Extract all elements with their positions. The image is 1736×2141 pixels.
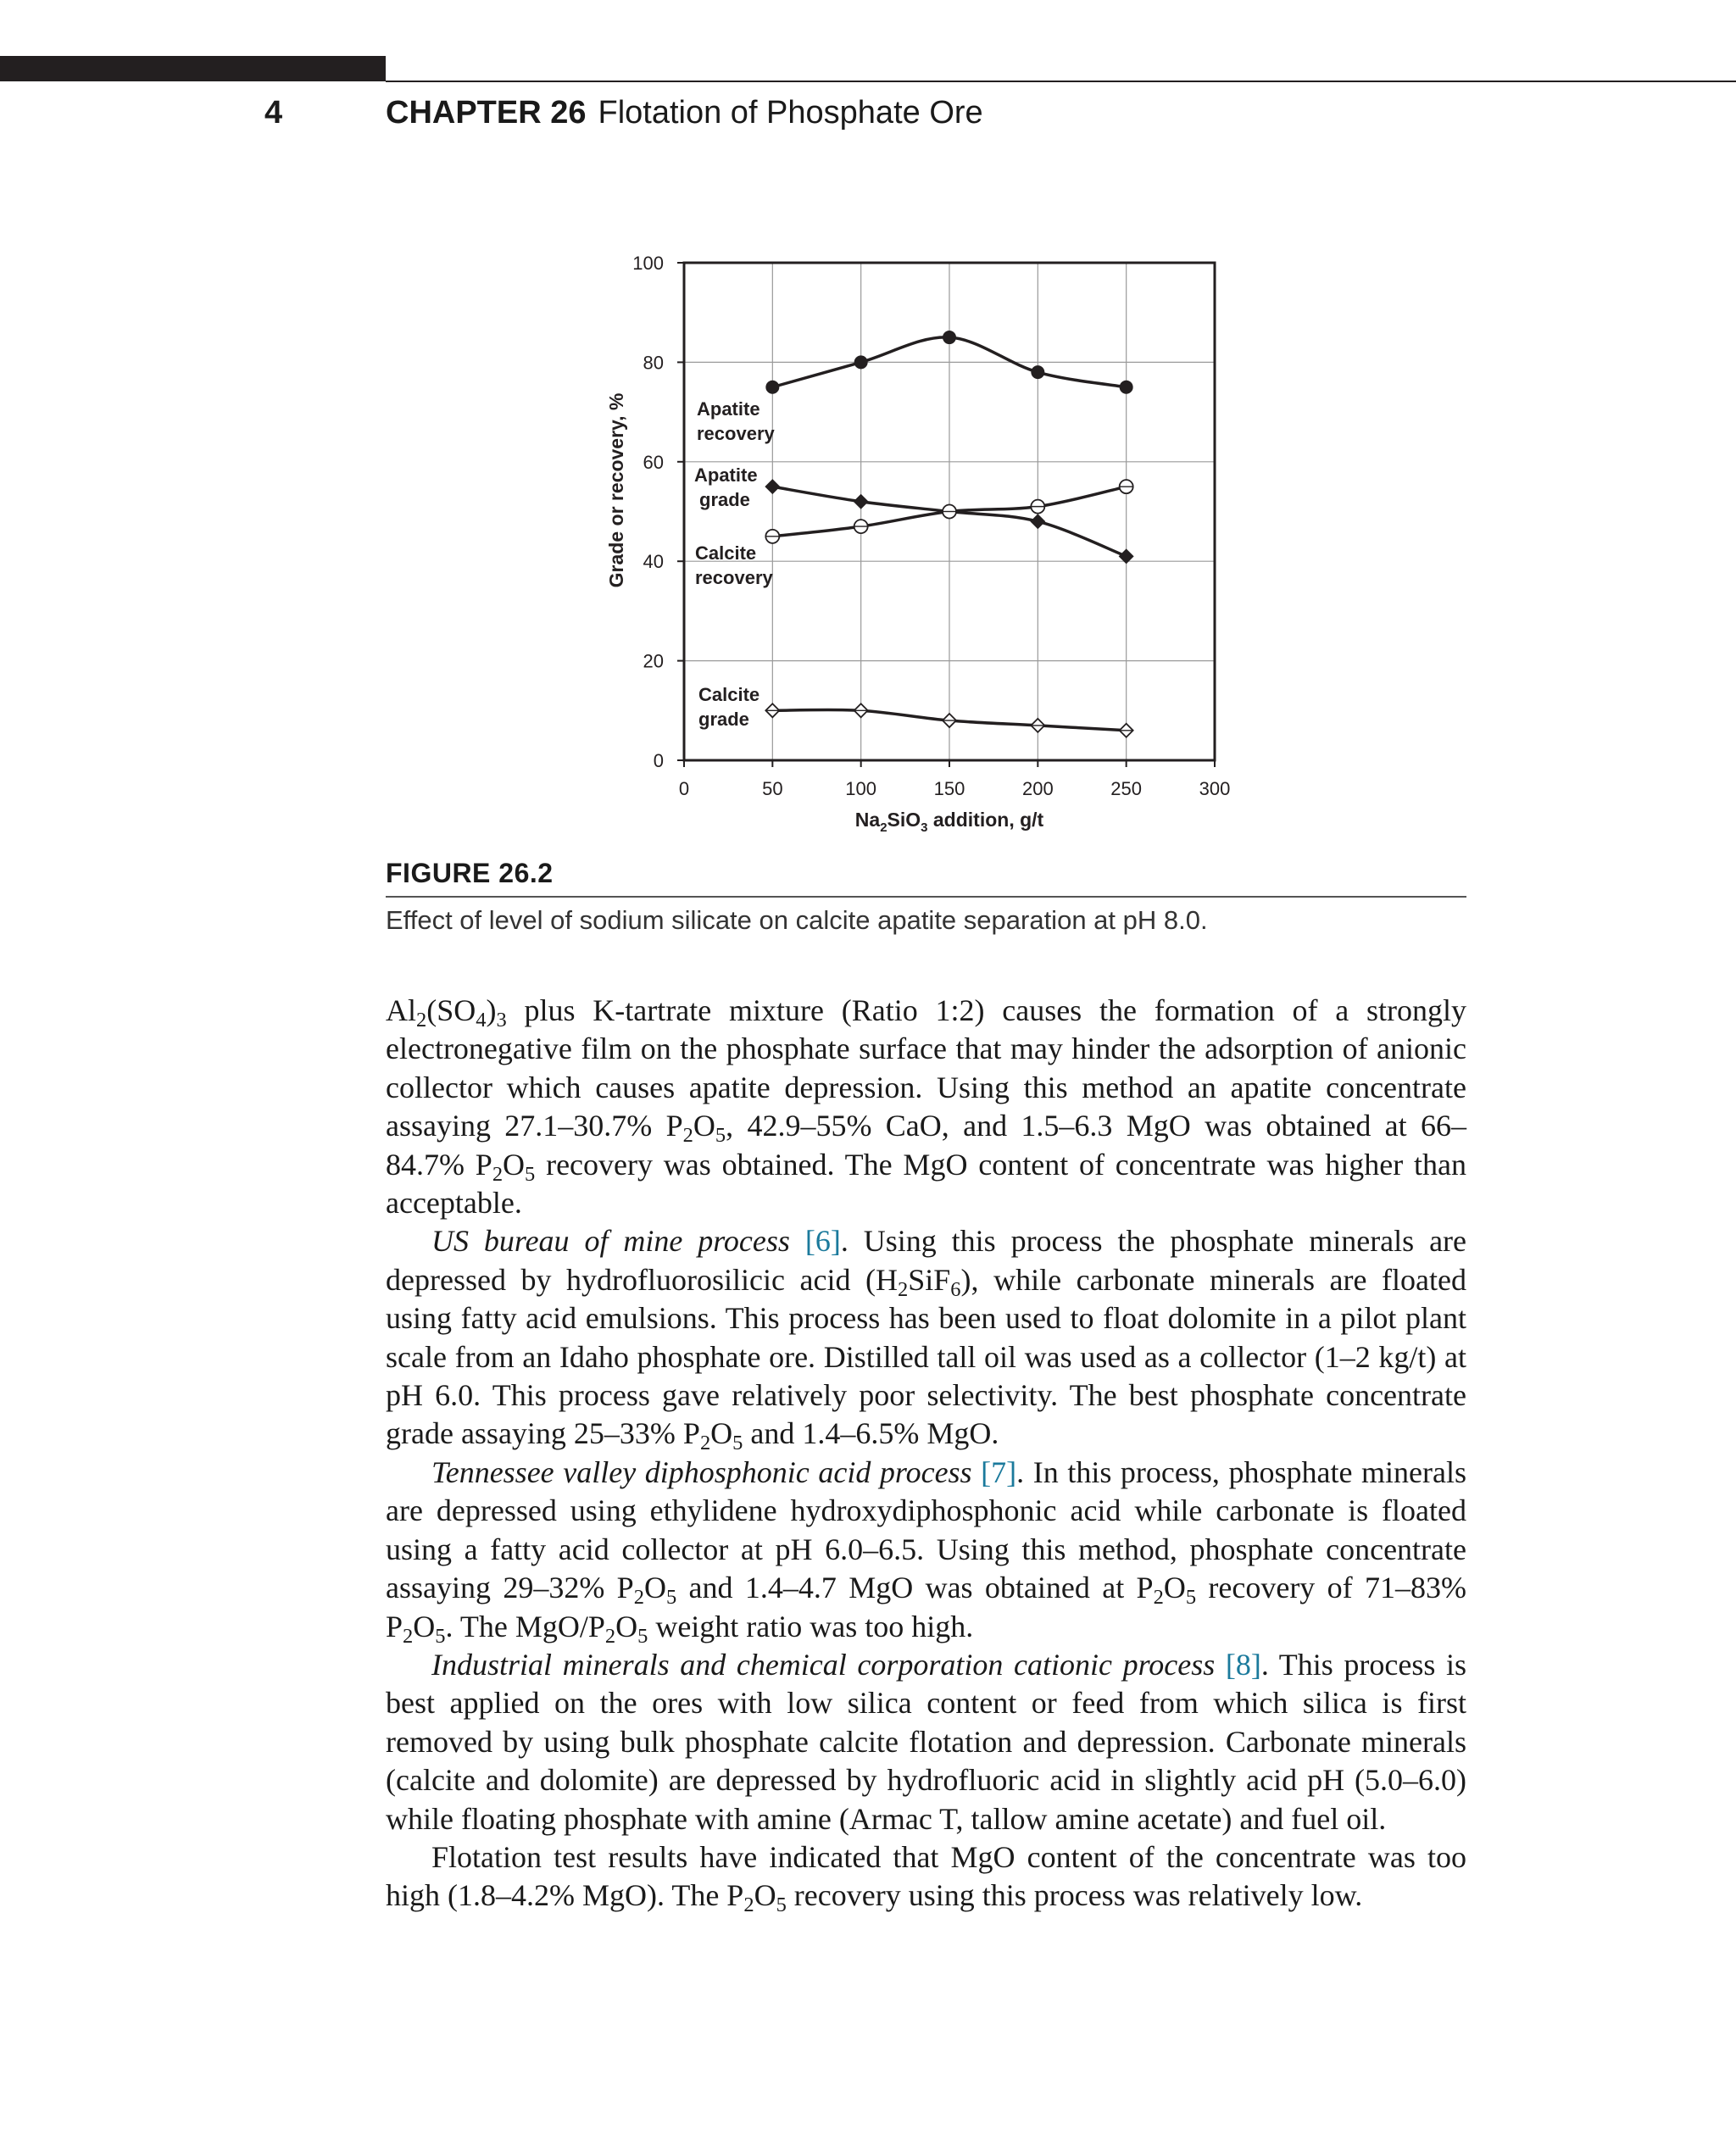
- x-tick-label: 300: [1199, 778, 1231, 799]
- subscript: 5: [435, 1624, 446, 1648]
- series-label: Calcite recovery: [695, 542, 773, 588]
- header-bar: [0, 56, 386, 81]
- series-label: Apatite grade: [694, 464, 758, 510]
- subscript: 2: [492, 1162, 504, 1186]
- body-text: [386, 992, 1466, 1916]
- data-point: [854, 494, 869, 509]
- figure-caption: Effect of level of sodium silicate on calcite apatite separation at pH 8.0.: [386, 905, 1208, 935]
- subscript: 5: [525, 1162, 536, 1186]
- data-point: [765, 381, 779, 394]
- y-tick-label: 40: [643, 551, 664, 573]
- data-point: [854, 355, 868, 369]
- figure-label: FIGURE 26.2: [386, 858, 554, 888]
- data-point: [1030, 514, 1045, 529]
- series-label: Calcite grade: [698, 684, 760, 730]
- series-calcite-grade: [698, 684, 1133, 737]
- header-rule: [386, 81, 1736, 82]
- subscript: 5: [715, 1124, 726, 1148]
- paragraph-2: US bureau of mine process [6]. Using this process the phosphate minerals are depressed by hydrofluorosilicic acid $(H_2SiF_6)$, while carbonate minerals are floated using fatty acid emulsions. This process has been used to float dolomite in a pilot plant scale from an Idaho phosphate ore. Distilled tall oil was used as a collector (1–2 kg/t) at pH 6.0. This process gave relatively poor selectivity. The best phosphate concentrate grade assaying 25–33% $P_2O_5$ and 1.4–6.5% MgO.: [386, 1224, 1467, 1455]
- process-name: Tennessee valley diphosphonic acid process: [431, 1454, 972, 1489]
- paragraph-1: $Al_2(SO_4)_3$ plus K-tartrate mixture (Ratio 1:2) causes the formation of a strongly electronegative film on the phosphate surface that may hinder the adsorption of anionic collector which causes apatite depression. Using this method an apatite concentrate assaying 27.1–30.7% $P_2O_5$, 42.9–55% CaO, and 1.5–6.3 MgO was obtained at 66–84.7% $P_2O_5$ recovery was obtained. The MgO content of concentrate was higher than acceptable.: [386, 993, 1466, 1221]
- series-apatite-recovery: [697, 331, 1133, 444]
- process-name: US bureau of mine process: [431, 1224, 790, 1259]
- series-label: Apatite recovery: [697, 398, 775, 444]
- figure-caption-rule: [386, 896, 1466, 898]
- process-name: Industrial minerals and chemical corporation cationic process: [431, 1647, 1216, 1682]
- x-tick-label: 0: [678, 778, 690, 799]
- chapter-title: Flotation of Phosphate Ore: [598, 95, 983, 131]
- subscript: 2: [604, 1624, 616, 1648]
- subscript: 2: [1153, 1585, 1164, 1609]
- series-apatite-grade: [694, 464, 1134, 564]
- paragraph-3: Tennessee valley diphosphonic acid process [7]. In this process, phosphate minerals are depressed using ethylidene hydroxydiphosphonic acid while carbonate is floated using a fatty acid collector at pH 6.0–6.5. Using this method, phosphate concentrate assaying 29–32% $P_2O_5$ and 1.4–4.7 MgO was obtained at $P_2O_5$ recovery of 71–83% $P_2O_5$. The MgO/$P_2O_5$ weight ratio was too high.: [386, 1454, 1466, 1648]
- x-tick-label: 200: [1021, 778, 1054, 799]
- subscript: 5: [665, 1585, 677, 1609]
- subscript: 5: [1185, 1585, 1197, 1609]
- data-point: [943, 331, 956, 344]
- subscript: 5: [732, 1432, 743, 1455]
- subscript: 2: [403, 1624, 414, 1648]
- subscript: 2: [699, 1432, 711, 1455]
- citation-link[interactable]: [8]: [1225, 1647, 1261, 1682]
- x-axis-title: $Na_2SiO_3$ addition, g/t: [854, 809, 1044, 835]
- data-point: [765, 479, 780, 494]
- y-tick-label: 60: [643, 451, 664, 473]
- figure-26-2-chart: [585, 237, 1263, 848]
- subscript: 5: [776, 1894, 787, 1917]
- x-tick-label: 250: [1110, 778, 1143, 799]
- series-calcite-recovery: [695, 480, 1133, 588]
- subscript: 3: [496, 1008, 507, 1032]
- y-tick-label: 80: [643, 352, 664, 374]
- paragraph-4: Industrial minerals and chemical corporation cationic process [8]. This process is best applied on the ores with low silica content or feed from which silica is first removed by using bulk phosphate calcite flotation and depression. Carbonate minerals (calcite and dolomite) are depressed by hydrofluoric acid in slightly acid pH (5.0–6.0) while floating phosphate with amine (Armac T, tallow amine acetate) and fuel oil.: [386, 1647, 1467, 1836]
- subscript: 2: [898, 1277, 909, 1301]
- subscript: 2: [682, 1124, 693, 1148]
- running-head: [386, 95, 983, 131]
- y-tick-label: 0: [653, 750, 664, 771]
- citation-link[interactable]: [6]: [804, 1224, 841, 1259]
- x-tick-label: 50: [762, 778, 783, 799]
- paragraph-5: Flotation test results have indicated that MgO content of the concentrate was too high (1.8–4.2% MgO). The $P_2O_5$ recovery using this process was relatively low.: [386, 1839, 1466, 1917]
- y-tick-label: 100: [632, 253, 664, 274]
- data-point: [1120, 381, 1133, 394]
- subscript: 2: [416, 1008, 427, 1032]
- chapter-label: CHAPTER 26: [386, 95, 587, 131]
- subscript: 4: [476, 1008, 487, 1032]
- subscript: 2: [743, 1894, 754, 1917]
- page-number: 4: [264, 95, 283, 131]
- subscript: 6: [950, 1277, 961, 1301]
- citation-link[interactable]: [7]: [981, 1454, 1017, 1489]
- subscript: 5: [637, 1624, 648, 1648]
- y-axis-title: Grade or recovery, %: [605, 392, 627, 588]
- data-point: [1031, 365, 1044, 379]
- subscript: 2: [633, 1585, 644, 1609]
- x-tick-label: 100: [845, 778, 877, 799]
- x-tick-label: 150: [933, 778, 965, 799]
- y-tick-label: 20: [643, 650, 664, 672]
